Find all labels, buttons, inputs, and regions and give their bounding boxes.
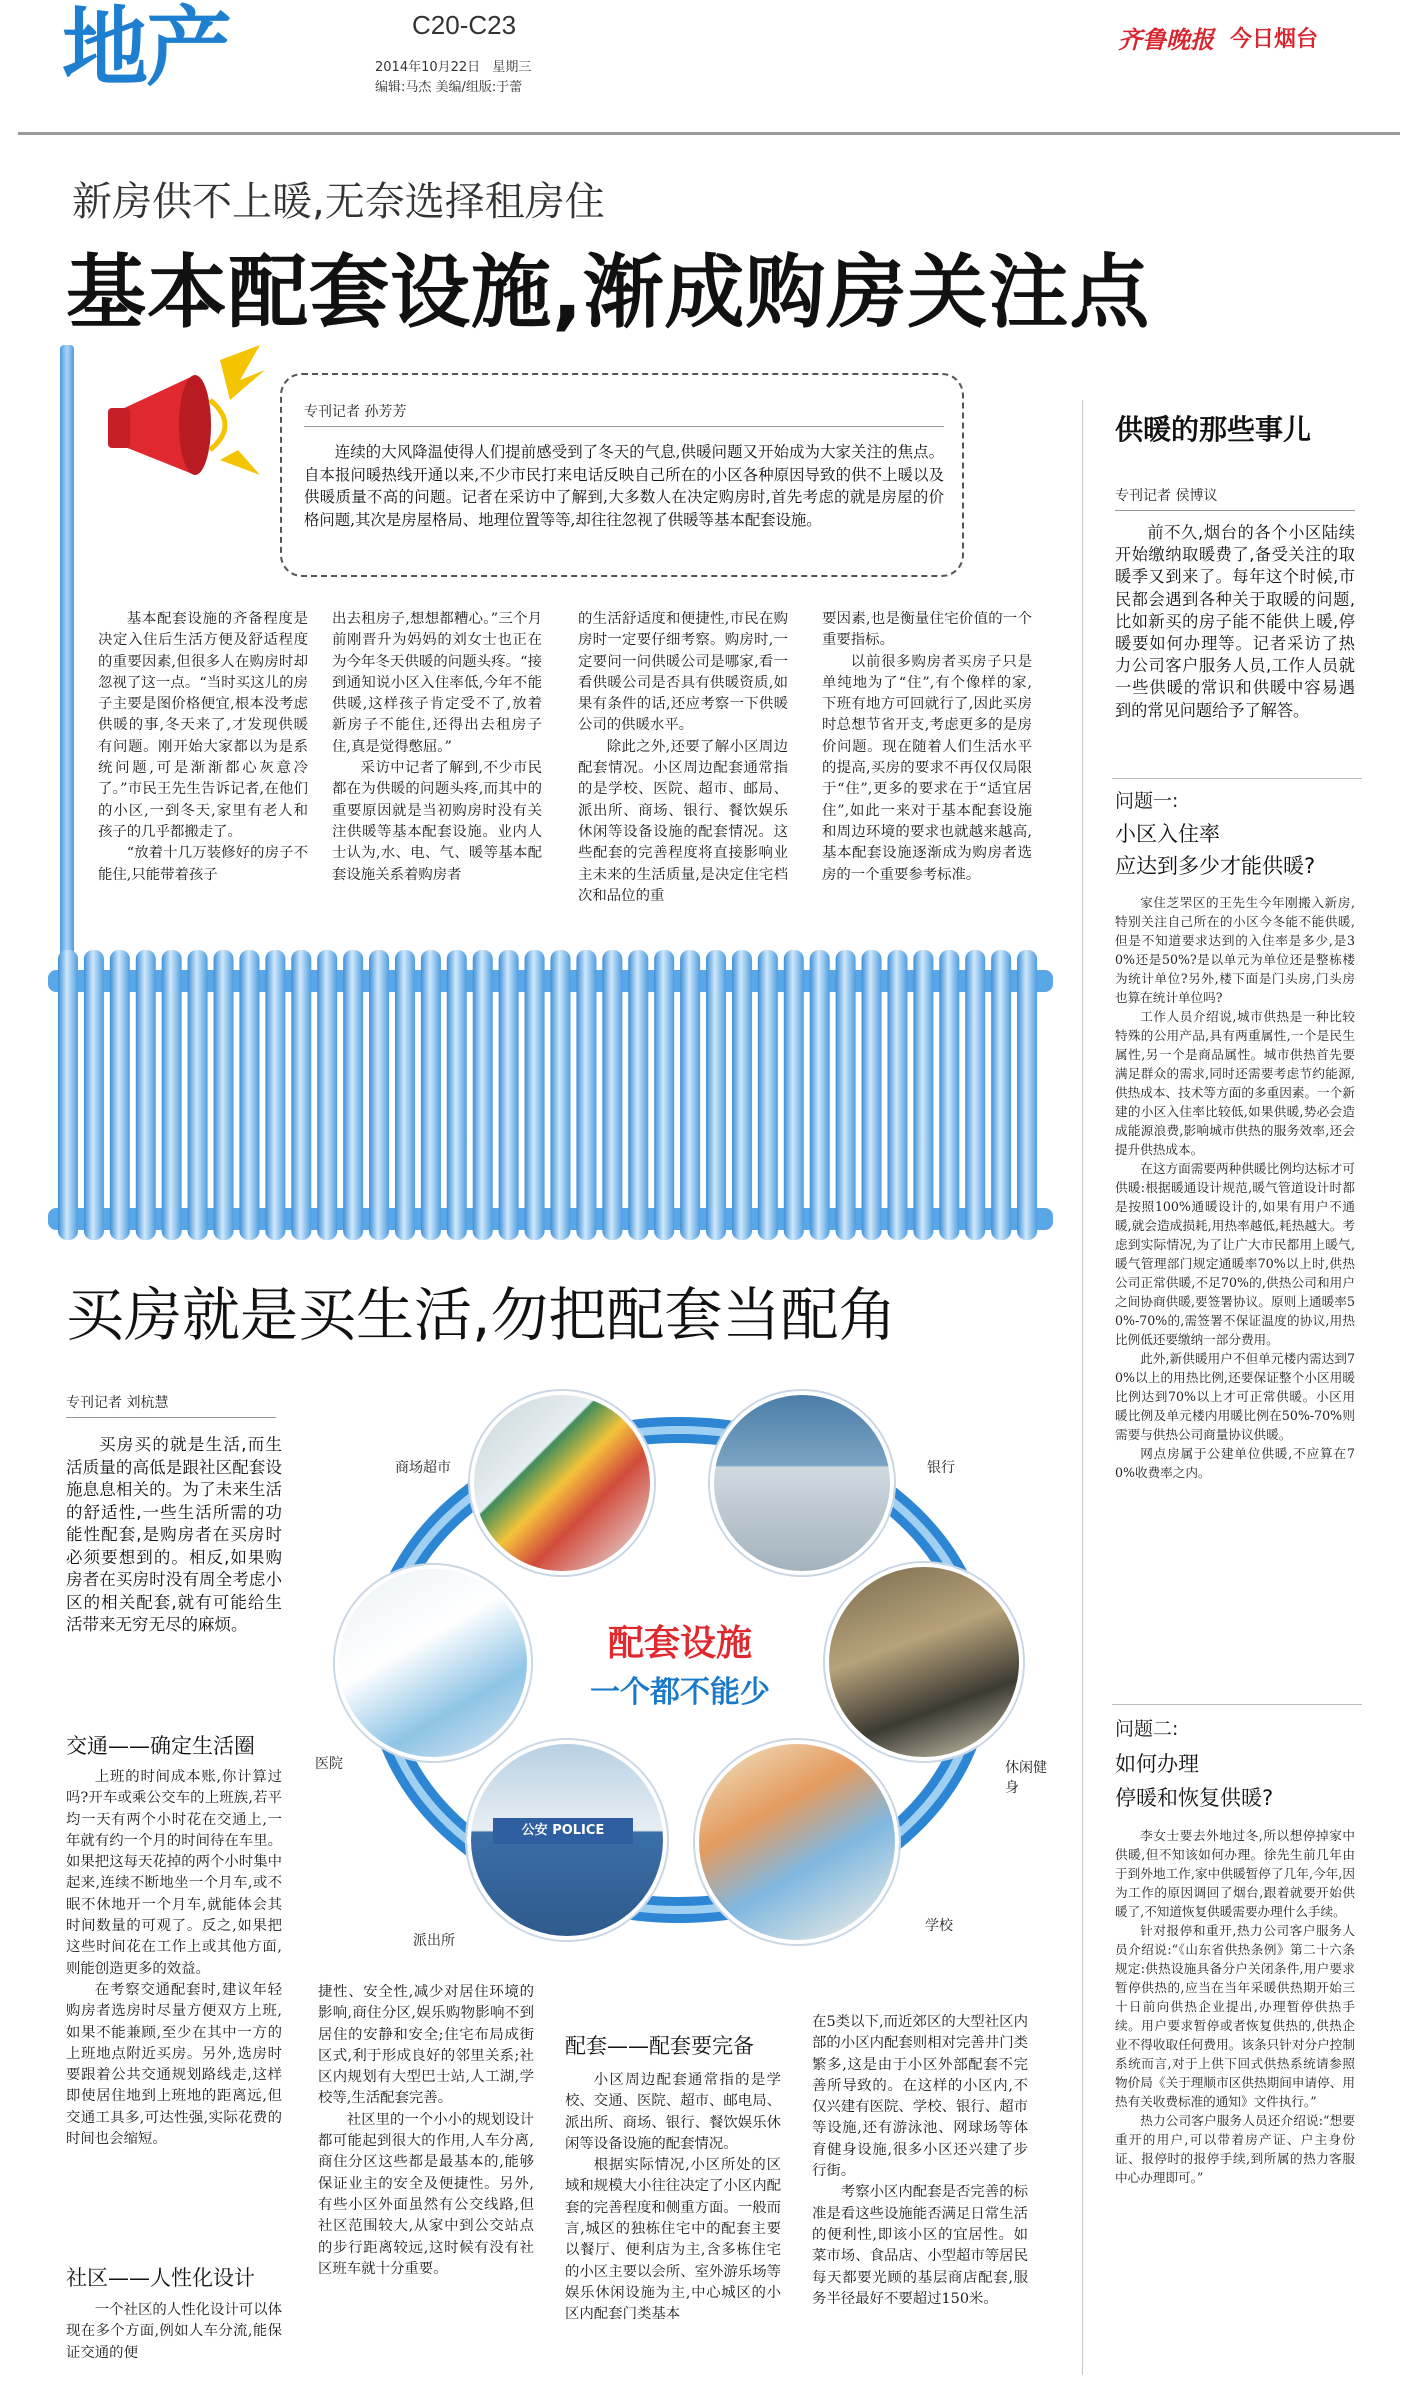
sidebar-byline <box>1115 485 1355 505</box>
subhead-facilities: 配套——配套要完备 <box>565 2034 754 2058</box>
paragraph: 在这方面需要两种供暖比例均达标才可供暖:根据暖通设计规范,暖气管道设计时都是按照100%通暖设计的,如果有用户不通暖,就会造成损耗,用热率越低,耗热越大。考虑到实际情况,为了让广大市民都用上暖气,暖气管理部门规定通暖率70%以上时,供热公司正常供暖,不足70%的,供热公司和用户之间协商供暖,要签署协议。原则上通暖率50%-70%的,需签署不保证温度的协议,用热比例低还要缴纳一部分费用。 <box>1115 1161 1355 1347</box>
sidebar-lead: 前不久,烟台的各个小区陆续开始缴纳取暖费了,备受关注的取暖季又到来了。每年这个时候,市民都会遇到各种关于取暖的问题,比如新买的房子能不能供上暖,停暖要如何办理等。记者采访了热力公司客户服务人员,工作人员就一些供暖的常识和供暖中容易遇到的常见问题给予了解答。 <box>1115 523 1355 720</box>
q2-rule <box>1112 1704 1362 1705</box>
story2-col4 <box>812 2012 1028 2310</box>
supermarket-photo <box>470 1391 654 1575</box>
sidebar-title: 供暖的那些事儿 <box>1115 413 1312 446</box>
label-police: 派出所 <box>413 1933 455 1949</box>
radiator-fin <box>239 950 259 1240</box>
radiator-fin <box>58 950 78 1240</box>
paragraph: 李女士要去外地过冬,所以想停掉家中供暖,但不知该如何办理。徐先生前几年由于到外地工作,家中供暖暂停了几年,今年,因为工作的原因调回了烟台,跟着就要开始供暖了,不知道恢复供暖需要办理什么手续。 <box>1115 1828 1355 1919</box>
radiator-fin <box>265 950 285 1240</box>
graphic-title: 配套设施 <box>607 1623 752 1664</box>
radiator-fin <box>447 950 467 1240</box>
page-numbers: C20-C23 <box>412 10 517 40</box>
label-hospital: 医院 <box>315 1756 343 1772</box>
label-supermarket: 商场超市 <box>395 1460 451 1476</box>
subhead-transport: 交通——确定生活圈 <box>66 1734 255 1758</box>
paragraph: 根据实际情况,小区所处的区域和规模大小往往决定了小区内配套的完善程度和侧重方面。一般而言,城区的独栋住宅中的配套主要以餐厅、便利店为主,含多栋住宅的小区主要以会所、室外游乐场等娱乐休闲设施为主,中心城区的小区内配套门类基本 <box>565 2157 781 2323</box>
byline <box>304 401 944 421</box>
police-sign: 公安 POLICE <box>493 1818 633 1844</box>
story2-col1b <box>66 2300 282 2364</box>
byline-rule <box>304 426 944 427</box>
radiator-fin <box>784 950 804 1240</box>
paragraph: 一个社区的人性化设计可以体现在多个方面,例如人车分流,能保证交通的便 <box>66 2302 282 2361</box>
kicker: 新房供不上暖,无奈选择租房住 <box>72 179 605 225</box>
paragraph: 捷性、安全性,减少对居住环境的影响,商住分区,娱乐购物影响不到居住的安静和安全;住宅布局成街区式,利于形成良好的邻里关系;社区内规划有大型巴士站,人工湖,学校等,生活配套完善。 <box>318 1984 534 2107</box>
radiator-fin <box>525 950 545 1240</box>
story2-col2 <box>318 1982 534 2280</box>
radiator-fin <box>576 950 596 1240</box>
school-photo <box>695 1740 899 1944</box>
section-title: 地产 <box>62 0 230 98</box>
radiator-fin <box>188 950 208 1240</box>
label-school: 学校 <box>925 1918 953 1934</box>
paragraph: 考察小区内配套是否完善的标准是看这些设施能否满足日常生活的便利性,即该小区的宜居性。如菜市场、食品店、小型超市等居民每天都要光顾的基层商店配套,服务半径最好不要超过150米。 <box>812 2184 1028 2307</box>
paragraph: 要因素,也是衡量住宅价值的一个重要指标。 <box>822 611 1032 649</box>
q2-text <box>1115 1826 1355 2187</box>
radiator-fin <box>991 950 1011 1240</box>
paragraph: 采访中记者了解到,不少市民都在为供暖的问题头疼,而其中的重要原因就是当初购房时没有关注供暖等基本配套设施。业内人士认为,水、电、气、暖等基本配套设施关系着购房者 <box>332 760 542 883</box>
radiator-fin <box>887 950 907 1240</box>
radiator-fin <box>602 950 622 1240</box>
byline-rule <box>1115 510 1355 511</box>
radiator-fin <box>369 950 389 1240</box>
paragraph: 出去租房子,想想都糟心。”三个月前刚晋升为妈妈的刘女士也正在为今年冬天供暖的问题头疼。“接到通知说小区入住率低,今年不能供暖,这样孩子肯定受不了,放着新房子不能住,还得出去租房子住,真是觉得憋屈。” <box>332 611 542 755</box>
label-bank: 银行 <box>927 1460 955 1476</box>
paragraph: 上班的时间成本账,你计算过吗?开车或乘公交车的上班族,若平均一天有两个小时花在交通上,一年就有约一个月的时间待在车里。如果把这每天花掉的两个小时集中起来,连续不断地坐一个月车,或不眠不休地开一个月车,就能体会其时间数量的可观了。反之,如果把这些时间花在工作上或其他方面,则能创造更多的效益。 <box>66 1769 282 1977</box>
byline-rule <box>66 1417 276 1418</box>
paragraph: 小区周边配套通常指的是学校、交通、医院、超市、邮电局、派出所、商场、银行、餐饮娱乐休闲等设备设施的配套情况。 <box>565 2072 781 2152</box>
radiator-fin <box>317 950 337 1240</box>
megaphone-icon <box>100 340 270 510</box>
radiator-fin <box>473 950 493 1240</box>
edition-name: 今日烟台 <box>1230 27 1319 52</box>
radiator-fin <box>343 950 363 1240</box>
q1-line1: 小区入住率 <box>1115 822 1220 846</box>
q2-line1: 如何办理 <box>1115 1752 1199 1776</box>
story1-col2 <box>332 609 542 886</box>
paragraph: 家住芝罘区的王先生今年刚搬入新房,特别关注自己所在的小区今冬能不能供暖,但是不知道要求达到的入住率是多少,是30%还是50%?是以单元为单位还是整栋楼为统计单位?另外,楼下面是门头房,门头房也算在统计单位吗? <box>1115 895 1355 1005</box>
radiator-fin <box>136 950 156 1240</box>
radiator-fin <box>162 950 182 1240</box>
facilities-graphic <box>305 1385 1053 1949</box>
paragraph: 的生活舒适度和便捷性,市民在购房时一定要仔细考察。购房时,一定要问一问供暖公司是哪家,看一看供暖公司是否具有供暖资质,如果有条件的话,还应考察一下供暖公司的供暖水平。 <box>578 611 788 734</box>
bank-photo <box>710 1391 894 1575</box>
radiator-fin <box>810 950 830 1240</box>
radiator-fin <box>628 950 648 1240</box>
radiator-fin <box>732 950 752 1240</box>
q1-rule <box>1112 778 1362 779</box>
radiator-fin <box>680 950 700 1240</box>
paragraph: 以前很多购房者买房子只是单纯地为了“住”,有个像样的家,下班有地方可回就行了,因此买房时总想节省开支,考虑更多的是房价问题。现在随着人们生活水平的提高,买房的要求不再仅仅局限于“住”,更多的要求在于“适宜居住”,如此一来对于基本配套设施和周边环境的要求也就越来越高,基本配套设施逐渐成为购房者选房的一个重要参考标准。 <box>822 653 1032 883</box>
radiator-fin <box>1017 950 1037 1240</box>
lead-box <box>280 373 964 577</box>
radiator-pipe <box>60 345 74 965</box>
weekday: 星期三 <box>492 60 532 75</box>
story2-headline: 买房就是买生活,勿把配套当配角 <box>66 1281 897 1349</box>
radiator-fin <box>395 950 415 1240</box>
radiator-fin <box>706 950 726 1240</box>
radiator-fin <box>654 950 674 1240</box>
label-leisure: 休闲健身 <box>1005 1760 1047 1796</box>
q1-text <box>1115 893 1355 1482</box>
story1-col3 <box>578 609 788 907</box>
paragraph: 除此之外,还要了解小区周边配套情况。小区周边配套通常指的是学校、医院、超市、邮局、派出所、商场、银行、餐饮娱乐休闲等设备设施的配套情况。这些配套的完善程度将直接影响业主未来的生活质量,是决定住宅档次和品位的重 <box>578 738 788 904</box>
radiator-illustration <box>48 950 1053 1240</box>
paragraph: “放着十几万装修好的房子不能住,只能带着孩子 <box>98 845 308 883</box>
paragraph: 工作人员介绍说,城市供热是一种比较特殊的公用产品,具有两重属性,一个是民生属性,另一个是商品属性。城市供热首先要满足群众的需求,同时还需要考虑节约能源,供热成本、技术等方面的多重因素。一个新建的小区入住率比较低,如果供暖,势必会造成能源浪费,影响城市供热的服务效率,还会提升供热成本。 <box>1115 1009 1355 1157</box>
q1-label: 问题一: <box>1115 790 1179 812</box>
masthead <box>0 0 1417 98</box>
story1-col1 <box>98 609 308 886</box>
date-line <box>375 56 531 75</box>
hospital-photo <box>335 1565 531 1761</box>
radiator-fin <box>84 950 104 1240</box>
radiator-fin <box>862 950 882 1240</box>
radiator-fin <box>965 950 985 1240</box>
radiator-fin <box>291 950 311 1240</box>
story2-col1 <box>66 1767 282 2150</box>
masthead-rule <box>18 132 1400 135</box>
q2-line2: 停暖和恢复供暖? <box>1115 1786 1274 1810</box>
byline-text: 专刊记者 侯博议 <box>1115 488 1218 504</box>
paragraph: 热力公司客户服务人员还介绍说:“想要重开的用户,可以带着房产证、户主身份证、报停时的报停手续,到所属的热力客服中心办理即可。” <box>1115 2113 1355 2185</box>
story2-byline <box>66 1392 276 1412</box>
story2-col3 <box>565 2070 781 2326</box>
radiator-fin <box>939 950 959 1240</box>
byline-text: 专刊记者 孙芳芳 <box>304 404 407 420</box>
paragraph: 网点房属于公建单位供暖,不应算在70%收费率之内。 <box>1115 1446 1355 1480</box>
radiator-fin <box>913 950 933 1240</box>
police-photo <box>467 1740 667 1940</box>
date: 2014年10月22日 <box>375 60 481 75</box>
radiator-fin <box>214 950 234 1240</box>
story2-lead: 买房买的就是生活,而生活质量的高低是跟社区配套设施息息相关的。为了未来生活的舒适性,一些生活所需的功能性配套,是购房者在买房时必须要想到的。相反,如果购房者在买房时没有周全考虑小区的相关配套,就有可能给生活带来无穷无尽的麻烦。 <box>66 1435 282 1634</box>
radiator-fin <box>499 950 519 1240</box>
radiator-fin <box>836 950 856 1240</box>
radiator-fin <box>110 950 130 1240</box>
story1-col4 <box>822 609 1032 886</box>
paper-name: 齐鲁晚报 <box>1118 25 1214 54</box>
headline: 基本配套设施,渐成购房关注点 <box>66 246 1151 339</box>
graphic-subtitle: 一个都不能少 <box>590 1675 770 1710</box>
column-divider <box>1082 400 1083 2375</box>
paragraph: 基本配套设施的齐备程度是决定入住后生活方便及舒适程度的重要因素,但很多人在购房时却忽视了这一点。“当时买这儿的房子主要是图价格便宜,根本没考虑供暖的事,冬天来了,才发现供暖有问题。刚开始大家都以为是系统问题,可是渐渐都心灰意冷了。”市民王先生告诉记者,在他们的小区,一到冬天,家里有老人和孩子的几乎都搬走了。 <box>98 611 308 840</box>
radiator-fin <box>421 950 441 1240</box>
leisure-photo <box>825 1563 1023 1761</box>
paragraph: 在5类以下,而近郊区的大型社区内部的小区内配套则相对完善井门类繁多,这是由于小区外部配套不完善所导致的。在这样的小区内,不仅兴建有医院、学校、银行、超市等设施,还有游泳池、网球场等体育健身设施,很多小区还兴建了步行街。 <box>812 2014 1028 2180</box>
radiator-fin <box>551 950 571 1240</box>
paragraph: 社区里的一个小小的规划设计都可能起到很大的作用,人车分离,商住分区这些都是最基本的,能够保证业主的安全及便捷性。另外,有些小区外面虽然有公交线路,但社区范围较大,从家中到公交站点的步行距离较远,这时候有没有社区班车就十分重要。 <box>318 2111 534 2277</box>
byline-text: 专刊记者 刘杭慧 <box>66 1395 169 1411</box>
lead-text: 连续的大风降温使得人们提前感受到了冬天的气息,供暖问题又开始成为大家关注的焦点。自本报问暖热线开通以来,不少市民打来电话反映自己所在的小区各种原因导致的供不上暖以及供暖质量不高的问题。记者在采访中了解到,大多数人在决定购房时,首先考虑的就是房屋的价格问题,其次是房屋格局、地理位置等等,却往往忽视了供暖等基本配套设施。 <box>304 443 944 529</box>
paragraph: 针对报停和重开,热力公司客户服务人员介绍说:“《山东省供热条例》第二十六条规定:供热设施具备分户关闭条件,用户要求暂停供热的,应当在当年采暖供热期开始三十日前向供热企业提出,办理暂停供热手续。用户要求暂停或者恢复供热的,供热企业不得收取任何费用。该条只针对分户控制系统而言,对于上供下回式供热系统请参照物价局《关于理顺市区供热期间申请停、用热有关收费标准的通知》文件执行。” <box>1115 1923 1355 2109</box>
editors: 编辑:马杰 美编/组版:于蕾 <box>375 80 523 95</box>
paragraph: 此外,新供暖用户不但单元楼内需达到70%以上的用热比例,还要保证整个小区用暖比例达到70%以上才可正常供暖。小区用暖比例及单元楼内用暖比例在50%-70%则需要与供热公司商量协议供暖。 <box>1115 1351 1355 1442</box>
subhead-community: 社区——人性化设计 <box>66 2266 255 2290</box>
q2-label: 问题二: <box>1115 1718 1179 1740</box>
paragraph: 在考察交通配套时,建议年轻购房者选房时尽量方便双方上班,如果不能兼顾,至少在其中一方的上班地点附近买房。另外,选房时要跟着公共交通规划路线走,这样即使居住地到上班地的距离远,但交通工具多,可达性强,实际花费的时间也会缩短。 <box>66 1981 282 2148</box>
q1-line2: 应达到多少才能供暖? <box>1115 854 1316 878</box>
radiator-fin <box>758 950 778 1240</box>
